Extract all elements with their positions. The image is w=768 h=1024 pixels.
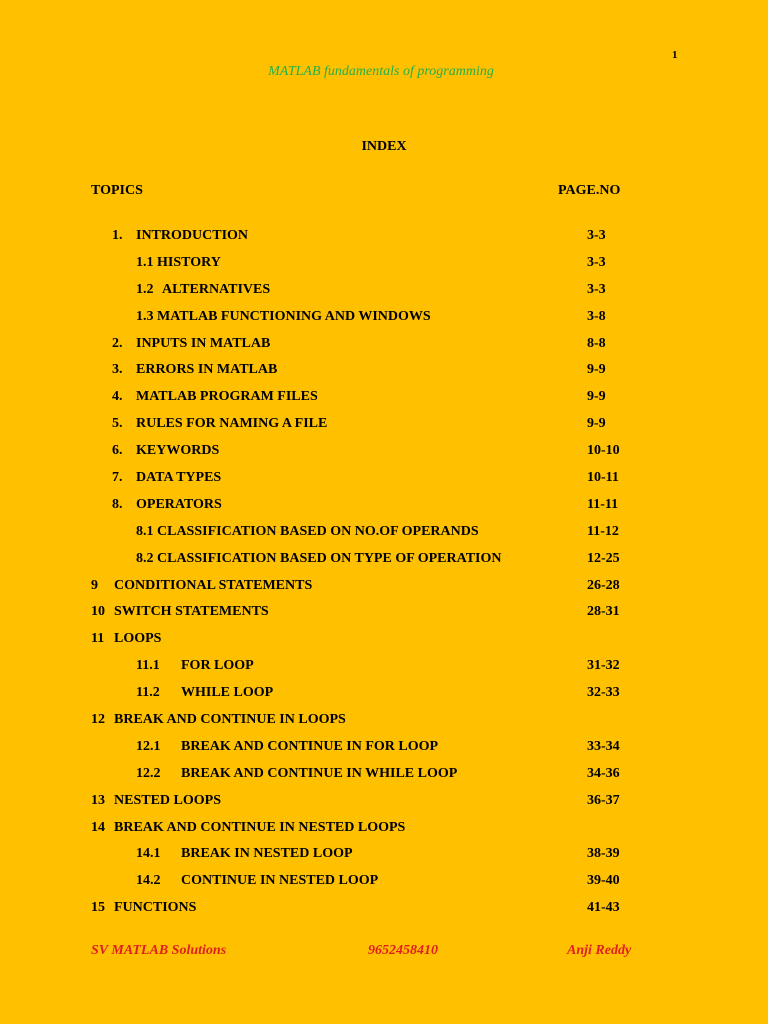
- toc-entry-page: 26-28: [587, 577, 620, 593]
- toc-entry-page: 28-31: [587, 604, 620, 620]
- toc-entry-title: CONTINUE IN NESTED LOOP: [181, 873, 379, 889]
- toc-entry: [0, 334, 768, 361]
- toc-entry-title: BREAK AND CONTINUE IN FOR LOOP: [181, 738, 439, 754]
- toc-entry-page: 36-37: [587, 792, 620, 808]
- toc-entry: [0, 602, 768, 629]
- toc-entry-number: 10: [91, 604, 105, 620]
- toc-entry-number: 4.: [112, 389, 123, 405]
- toc-entry-number: 1.2: [136, 281, 154, 297]
- toc-entry: [0, 495, 768, 522]
- toc-entry-page: 34-36: [587, 765, 620, 781]
- toc-entry-page: 3-8: [587, 308, 606, 324]
- toc-entry-page: 11-11: [587, 496, 619, 512]
- toc-entry: [0, 871, 768, 898]
- toc-entry-page: 10-11: [587, 470, 619, 486]
- toc-entry-number: 11.1: [136, 658, 160, 674]
- page-column-header: PAGE.NO: [558, 183, 621, 198]
- footer-company: SV MATLAB Solutions: [91, 943, 227, 958]
- toc-entry: [0, 468, 768, 495]
- toc-entry-number: 14.1: [136, 846, 161, 862]
- toc-entry-title: ERRORS IN MATLAB: [136, 362, 278, 378]
- toc-entry-title: BREAK AND CONTINUE IN LOOPS: [114, 712, 346, 728]
- toc-entry-title: KEYWORDS: [136, 443, 220, 459]
- toc-entry-number: 11: [91, 631, 105, 647]
- footer-author: Anji Reddy: [567, 943, 632, 958]
- toc-entry: [0, 522, 768, 549]
- document-title: MATLAB fundamentals of programming: [268, 64, 494, 79]
- toc-entry-title: NESTED LOOPS: [114, 792, 221, 808]
- toc-entry: [0, 818, 768, 845]
- toc-entry-page: 12-25: [587, 550, 620, 566]
- toc-entry-page: 3-3: [587, 281, 606, 297]
- toc-entry-page: 39-40: [587, 873, 620, 889]
- toc-entry-page: 38-39: [587, 846, 620, 862]
- page-number: 1: [672, 49, 678, 61]
- toc-entry-number: 12.2: [136, 765, 161, 781]
- toc-entry-title: FUNCTIONS: [114, 900, 197, 916]
- toc-entry-number: 13: [91, 792, 105, 808]
- index-heading: INDEX: [361, 139, 407, 154]
- toc-entry: [0, 360, 768, 387]
- toc-entry-page: 32-33: [587, 685, 620, 701]
- topics-column-header: TOPICS: [91, 183, 143, 198]
- toc-entry-page: 8-8: [587, 335, 606, 351]
- toc-entry: [0, 629, 768, 656]
- toc-entry: [0, 576, 768, 603]
- toc-entry: [0, 441, 768, 468]
- toc-entry-page: 9-9: [587, 362, 606, 378]
- toc-entry-title: FOR LOOP: [181, 658, 254, 674]
- toc-entry: [0, 737, 768, 764]
- toc-entry-title: INTRODUCTION: [136, 228, 249, 243]
- toc-entry-title: SWITCH STATEMENTS: [114, 604, 269, 620]
- toc-entry-number: 12: [91, 712, 105, 728]
- toc-entry: [0, 791, 768, 818]
- toc-entry-page: 9-9: [587, 416, 606, 432]
- toc-entry-number: 15: [91, 900, 105, 916]
- toc-entry-number: 11.2: [136, 685, 160, 701]
- toc-entry-number: 1.: [112, 228, 123, 243]
- toc-entry-title: DATA TYPES: [136, 470, 222, 486]
- toc-entry-number: 12.1: [136, 738, 161, 754]
- toc-entry-page: 33-34: [587, 738, 620, 754]
- toc-entry-title: WHILE LOOP: [181, 685, 274, 701]
- toc-entry-title: 1.3 MATLAB FUNCTIONING AND WINDOWS: [136, 308, 431, 324]
- toc-entry-title: 1.1 HISTORY: [136, 254, 221, 270]
- toc-entry-number: 3.: [112, 362, 123, 378]
- toc-entry-page: 41-43: [587, 900, 620, 916]
- toc-entry-title: 8.1 CLASSIFICATION BASED ON NO.OF OPERANDS: [136, 523, 479, 539]
- toc-entry-number: 14.2: [136, 873, 161, 889]
- toc-entry-page: 9-9: [587, 389, 606, 405]
- toc-entry-page: 31-32: [587, 658, 620, 674]
- toc-entry-title: OPERATORS: [136, 496, 222, 512]
- toc-entry-title: CONDITIONAL STATEMENTS: [114, 577, 313, 593]
- toc-entry: [0, 683, 768, 710]
- toc-entry: [0, 307, 768, 334]
- toc-entry: [0, 280, 768, 307]
- toc-entry: [0, 414, 768, 441]
- toc-entry-title: BREAK AND CONTINUE IN NESTED LOOPS: [114, 819, 406, 835]
- toc-entry: [0, 656, 768, 683]
- toc-entry-title: INPUTS IN MATLAB: [136, 335, 271, 351]
- toc-entry: [0, 898, 768, 925]
- toc-entry-number: 5.: [112, 416, 123, 432]
- table-of-contents: [0, 226, 768, 925]
- toc-entry: [0, 710, 768, 737]
- toc-entry-title: RULES FOR NAMING A FILE: [136, 416, 328, 432]
- toc-entry-page: 11-12: [587, 523, 619, 539]
- toc-entry-title: 8.2 CLASSIFICATION BASED ON TYPE OF OPERATION: [136, 550, 502, 566]
- toc-entry-page: 3-3: [587, 228, 606, 243]
- toc-entry-page: 3-3: [587, 254, 606, 270]
- toc-entry-number: 8.: [112, 496, 123, 512]
- toc-entry-number: 7.: [112, 470, 123, 486]
- toc-entry-title: LOOPS: [114, 631, 162, 647]
- toc-entry: [0, 226, 768, 253]
- toc-entry-title: MATLAB PROGRAM FILES: [136, 389, 318, 405]
- toc-entry: [0, 387, 768, 414]
- toc-entry-number: 9: [91, 577, 98, 593]
- toc-entry: [0, 764, 768, 791]
- toc-entry-number: 6.: [112, 443, 123, 459]
- footer-phone: 9652458410: [368, 943, 438, 958]
- toc-entry: [0, 253, 768, 280]
- toc-entry-title: BREAK IN NESTED LOOP: [181, 846, 353, 862]
- toc-entry-number: 14: [91, 819, 105, 835]
- toc-entry-title: BREAK AND CONTINUE IN WHILE LOOP: [181, 765, 458, 781]
- toc-entry-number: 2.: [112, 335, 123, 351]
- toc-entry-page: 10-10: [587, 443, 620, 459]
- toc-entry: [0, 844, 768, 871]
- toc-entry: [0, 549, 768, 576]
- toc-entry-title: ALTERNATIVES: [162, 281, 271, 297]
